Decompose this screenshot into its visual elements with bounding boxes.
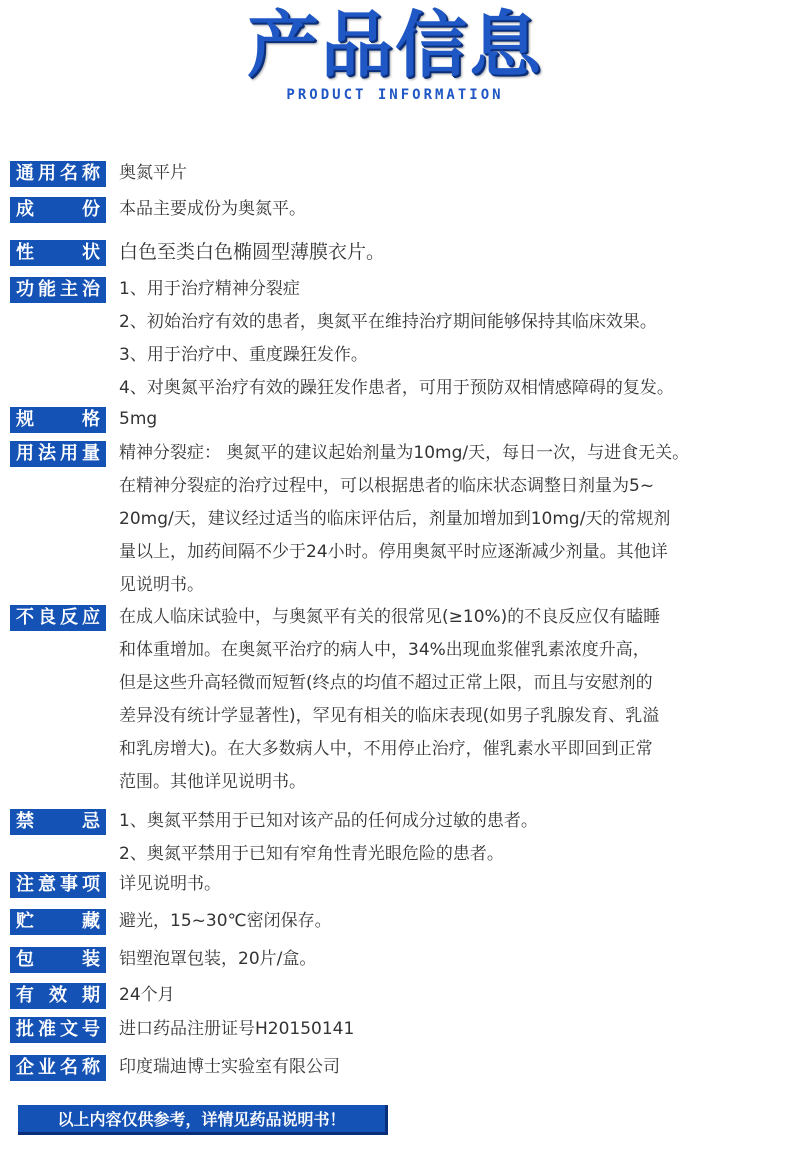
label-adverse-reactions: 不良反应 <box>10 605 106 631</box>
value-line: 和乳房增大)。在大多数病人中，不用停止治疗，催乳素水平即回到正常 <box>119 739 653 759</box>
value-line: 在成人临床试验中，与奥氮平有关的很常见(≥10%)的不良反应仅有瞌睡 <box>119 607 661 627</box>
value-adverse-reactions <box>119 601 780 799</box>
value-manufacturer <box>119 1051 780 1084</box>
value-precautions <box>119 868 780 901</box>
value-line: 5mg <box>119 409 158 429</box>
value-line: 和体重增加。在奥氮平治疗的病人中，34%出现血浆催乳素浓度升高， <box>119 640 650 660</box>
value-line: 但是这些升高轻微而短暂(终点的均值不超过正常上限，而且与安慰剂的 <box>119 673 653 693</box>
value-line: 20mg/天，建议经过适当的临床评估后，剂量加增加到10mg/天的常规剂 <box>119 509 671 529</box>
value-storage <box>119 905 780 938</box>
value-line: 4、对奥氮平治疗有效的躁狂发作患者，可用于预防双相情感障碍的复发。 <box>119 378 674 398</box>
value-line: 1、奥氮平禁用于已知对该产品的任何成分过敏的患者。 <box>119 811 538 831</box>
value-packaging <box>119 943 780 976</box>
label-contraindications: 禁忌 <box>10 809 106 835</box>
label-appearance: 性状 <box>10 240 106 266</box>
value-line: 2、奥氮平禁用于已知有窄角性青光眼危险的患者。 <box>119 844 504 864</box>
value-line: 奥氮平片 <box>119 163 187 183</box>
value-line: 见说明书。 <box>119 575 204 595</box>
value-line: 24个月 <box>119 985 175 1005</box>
label-dosage: 用法用量 <box>10 441 106 467</box>
value-line: 详见说明书。 <box>119 874 221 894</box>
value-line: 白色至类白色椭圆型薄膜衣片。 <box>119 241 386 263</box>
page-title: 产品信息 <box>246 3 543 87</box>
label-shelf-life: 有效期 <box>10 983 106 1009</box>
value-indications <box>119 273 780 405</box>
label-specification: 规格 <box>10 407 106 433</box>
value-specification <box>119 403 780 436</box>
value-generic-name <box>119 157 780 190</box>
value-approval-number <box>119 1013 780 1046</box>
value-line: 印度瑞迪博士实验室有限公司 <box>119 1057 340 1077</box>
value-line: 进口药品注册证号H20150141 <box>119 1019 355 1039</box>
value-contraindications <box>119 805 780 871</box>
value-line: 量以上，加药间隔不少于24小时。停用奥氮平时应逐渐减少剂量。其他详 <box>119 542 668 562</box>
value-shelf-life <box>119 979 780 1012</box>
label-manufacturer: 企业名称 <box>10 1055 106 1081</box>
label-storage: 贮藏 <box>10 909 106 935</box>
label-approval-number: 批准文号 <box>10 1017 106 1043</box>
value-line: 在精神分裂症的治疗过程中，可以根据患者的临床状态调整日剂量为5~ <box>119 476 655 496</box>
value-line: 2、初始治疗有效的患者，奥氮平在维持治疗期间能够保持其临床效果。 <box>119 312 657 332</box>
page-subtitle: PRODUCT INFORMATION <box>286 87 504 103</box>
value-line: 本品主要成份为奥氮平。 <box>119 199 306 219</box>
label-packaging: 包装 <box>10 947 106 973</box>
value-appearance <box>119 236 780 269</box>
value-line: 避光，15~30℃密闭保存。 <box>119 911 332 931</box>
label-generic-name: 通用名称 <box>10 161 106 187</box>
label-indications: 功能主治 <box>10 277 106 303</box>
disclaimer-banner: 以上内容仅供参考，详情见药品说明书！ <box>18 1105 388 1135</box>
value-ingredients <box>119 193 780 226</box>
value-line: 1、用于治疗精神分裂症 <box>119 279 300 299</box>
value-line: 精神分裂症： 奥氮平的建议起始剂量为10mg/天，每日一次，与进食无关。 <box>119 443 690 463</box>
value-line: 范围。其他详见说明书。 <box>119 772 306 792</box>
value-line: 3、用于治疗中、重度躁狂发作。 <box>119 345 368 365</box>
header <box>0 0 790 120</box>
value-line: 差异没有统计学显著性)，罕见有相关的临床表现(如男子乳腺发育、乳溢 <box>119 706 660 726</box>
value-dosage <box>119 437 780 602</box>
label-precautions: 注意事项 <box>10 872 106 898</box>
label-ingredients: 成份 <box>10 197 106 223</box>
value-line: 铝塑泡罩包装，20片/盒。 <box>119 949 317 969</box>
